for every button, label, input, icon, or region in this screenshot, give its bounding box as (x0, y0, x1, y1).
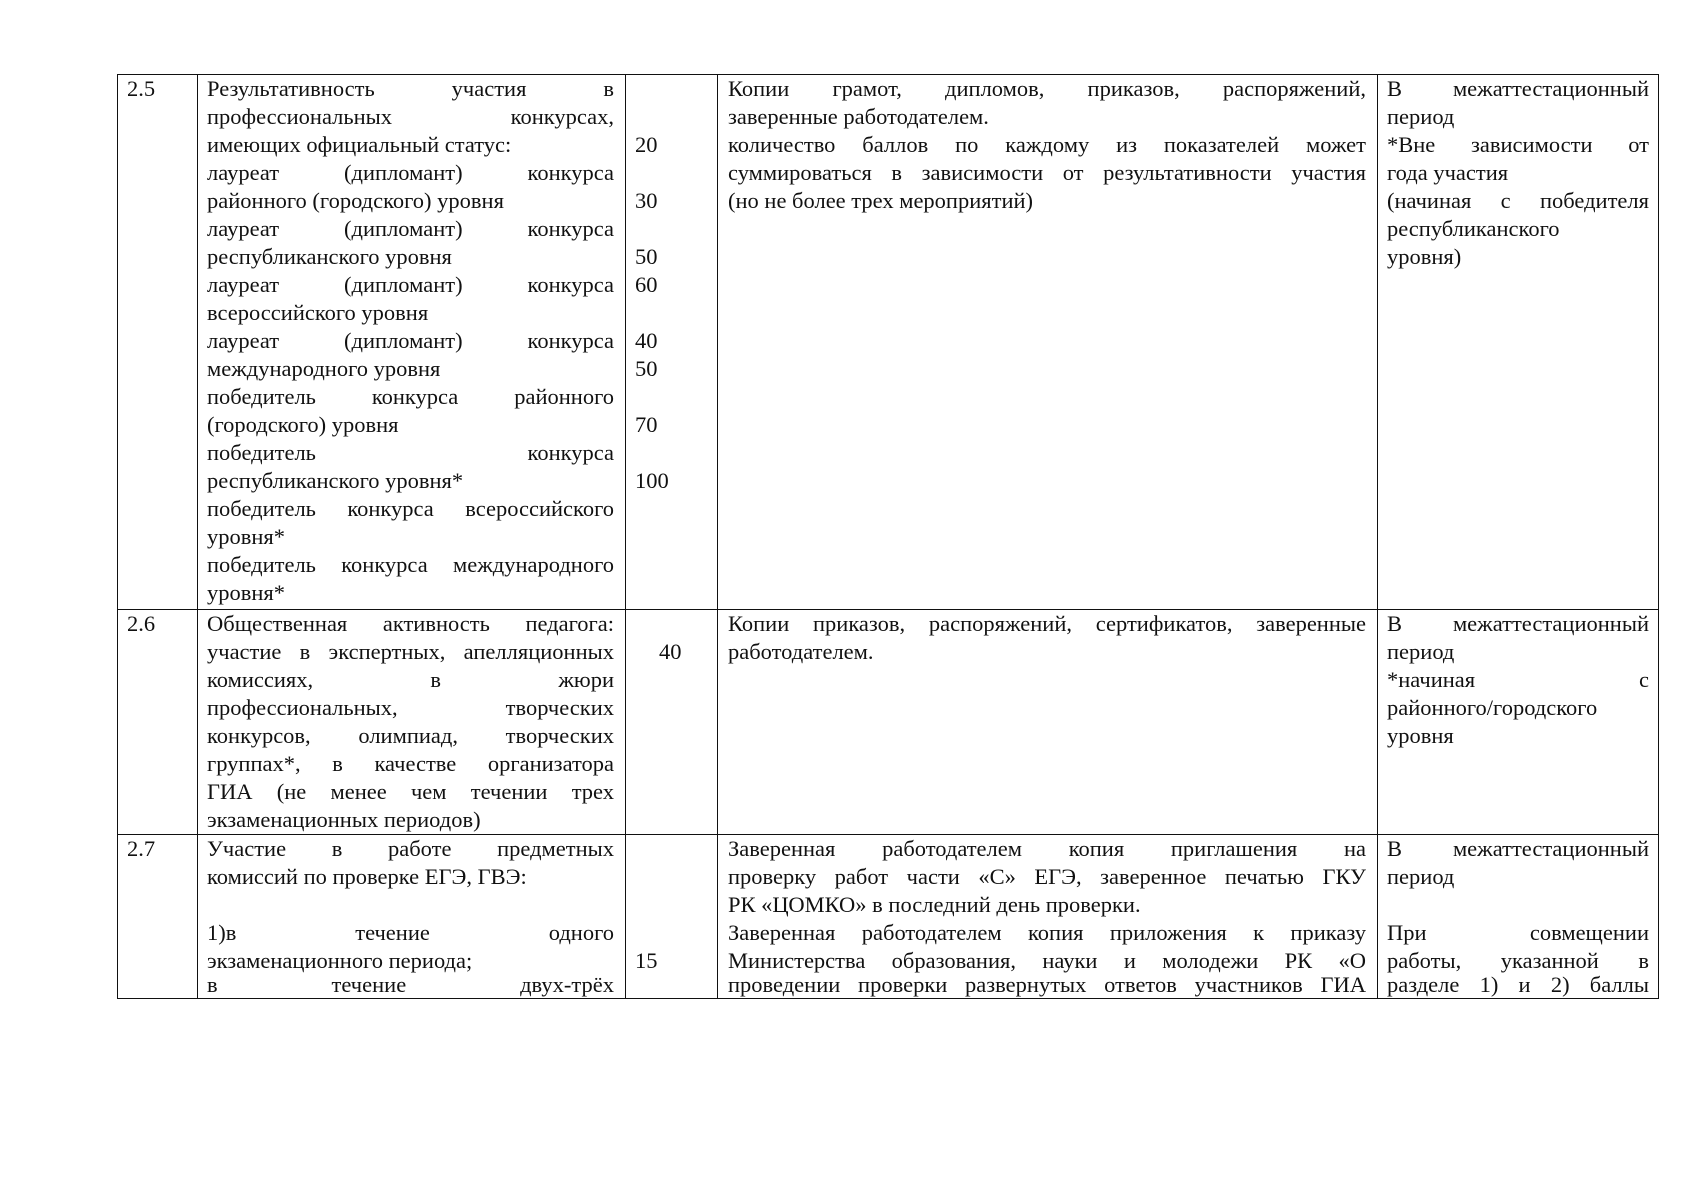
criterion-line: районного (городского) уровня (207, 188, 504, 213)
documents-line: заверенные работодателем. (728, 104, 989, 129)
documents-cell (718, 835, 1378, 999)
period-line: уровня) (1387, 244, 1462, 269)
documents-cell (718, 75, 1378, 610)
criterion-line: участие в экспертных, апелляционных (207, 639, 614, 664)
documents-line: работодателем. (728, 639, 874, 664)
period-line: республиканского (1387, 216, 1560, 241)
criterion-line: международного уровня (207, 356, 441, 381)
period-line: период (1387, 104, 1455, 129)
documents-line: Копии грамот, дипломов, приказов, распоряжений, (728, 76, 1366, 101)
criterion-line: лауреат (дипломант) конкурса (207, 216, 614, 241)
period-line: уровня (1387, 723, 1454, 748)
criterion-line: победитель конкурса (207, 440, 614, 465)
period-line: года участия (1387, 160, 1509, 185)
score-cell (626, 75, 718, 610)
documents-line: Министерства образования, науки и молодежи РК «О (728, 948, 1366, 973)
criterion-line: профессиональных, творческих (207, 695, 614, 720)
criterion-line: лауреат (дипломант) конкурса (207, 272, 614, 297)
criterion-cell (198, 75, 626, 610)
row-number-cell (118, 610, 198, 835)
period-line: разделе 1) и 2) баллы (1387, 972, 1649, 997)
score-value: 40 (635, 328, 658, 353)
criterion-line: Результативность участия в (207, 76, 614, 101)
criterion-line: Участие в работе предметных (207, 836, 614, 861)
period-line: (начиная с победителя (1387, 188, 1649, 213)
criterion-line: уровня* (207, 524, 286, 549)
criterion-line: республиканского уровня (207, 244, 452, 269)
documents-line: суммироваться в зависимости от результативности участия (728, 160, 1366, 185)
documents-line: проведении проверки развернутых ответов участников ГИА (728, 972, 1366, 997)
period-line: *Вне зависимости от (1387, 132, 1649, 157)
period-line: При совмещении (1387, 920, 1649, 945)
documents-line: Заверенная работодателем копия приложения к приказу (728, 920, 1366, 945)
period-line: период (1387, 639, 1455, 664)
row-number: 2.6 (127, 611, 156, 636)
period-line: *начиная с (1387, 667, 1649, 692)
period-line: период (1387, 864, 1455, 889)
criterion-line: всероссийского уровня (207, 300, 429, 325)
period-line: В межаттестационный (1387, 76, 1649, 101)
period-cell (1378, 835, 1659, 999)
criterion-line: лауреат (дипломант) конкурса (207, 160, 614, 185)
criterion-line: победитель конкурса всероссийского (207, 496, 614, 521)
score-value: 60 (635, 272, 658, 297)
row-number-cell (118, 835, 198, 999)
score-cell (626, 835, 718, 999)
period-line: В межаттестационный (1387, 836, 1649, 861)
period-line: В межаттестационный (1387, 611, 1649, 636)
table-row (118, 75, 1659, 610)
score-value: 70 (635, 412, 658, 437)
score-value: 30 (635, 188, 658, 213)
score-value: 50 (635, 356, 658, 381)
documents-line: количество баллов по каждому из показателей может (728, 132, 1366, 157)
criterion-line: (городского) уровня (207, 412, 399, 437)
documents-line: (но не более трех мероприятий) (728, 188, 1034, 213)
period-line: районного/городского (1387, 695, 1598, 720)
period-cell (1378, 610, 1659, 835)
score-value: 20 (635, 132, 658, 157)
row-number-cell (118, 75, 198, 610)
score-value: 15 (635, 948, 658, 973)
documents-line: Копии приказов, распоряжений, сертификатов, заверенные (728, 611, 1366, 636)
criterion-line: уровня* (207, 580, 286, 605)
criterion-line: комиссий по проверке ЕГЭ, ГВЭ: (207, 864, 527, 889)
criterion-line: группах*, в качестве организатора (207, 751, 614, 776)
score-value: 40 (659, 639, 682, 664)
criterion-line: лауреат (дипломант) конкурса (207, 328, 614, 353)
criterion-cell (198, 610, 626, 835)
row-number: 2.5 (127, 76, 156, 101)
score-cell (626, 610, 718, 835)
criterion-line: экзаменационного периода; (207, 948, 473, 973)
criterion-cell (198, 835, 626, 999)
criterion-line: республиканского уровня* (207, 468, 464, 493)
documents-line: РК «ЦОМКО» в последний день проверки. (728, 892, 1141, 917)
criterion-line: ГИА (не менее чем течении трех (207, 779, 614, 804)
score-value: 100 (635, 468, 669, 493)
documents-line: проверку работ части «С» ЕГЭ, заверенное печатью ГКУ (728, 864, 1366, 889)
criterion-line: комиссиях, в жюри (207, 667, 614, 692)
score-value: 50 (635, 244, 658, 269)
period-line (1387, 891, 1649, 919)
table-row (118, 610, 1659, 835)
criterion-line: в течение двух-трёх (207, 972, 614, 997)
criterion-line: победитель конкурса международного (207, 552, 614, 577)
period-line: работы, указанной в (1387, 948, 1649, 973)
criterion-line: 1)в течение одного (207, 920, 614, 945)
table-row (118, 835, 1659, 999)
criterion-line: победитель конкурса районного (207, 384, 614, 409)
row-number: 2.7 (127, 836, 156, 861)
period-cell (1378, 75, 1659, 610)
criteria-table (117, 74, 1659, 999)
criterion-line: профессиональных конкурсах, (207, 104, 614, 129)
criterion-line (207, 891, 614, 919)
criterion-line: Общественная активность педагога: (207, 611, 614, 636)
criterion-line: экзаменационных периодов) (207, 807, 481, 832)
documents-cell (718, 610, 1378, 835)
criterion-line: конкурсов, олимпиад, творческих (207, 723, 614, 748)
documents-line: Заверенная работодателем копия приглашения на (728, 836, 1366, 861)
criterion-line: имеющих официальный статус: (207, 132, 512, 157)
